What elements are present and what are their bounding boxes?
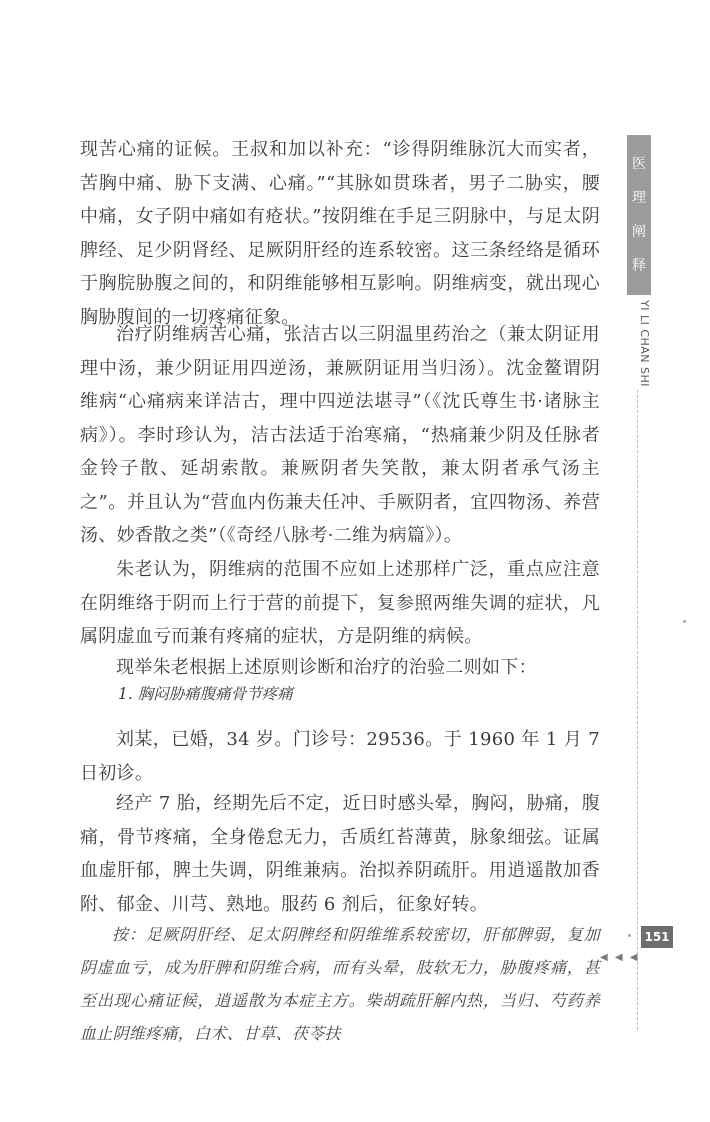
side-tab-chars [627,135,651,283]
side-tab-char: 理 [632,190,646,206]
section-side-tab [627,135,651,295]
case-description: 经产 7 胎，经期先后不定，近日时感头晕，胸闷，胁痛，腹痛，骨节疼痛，全身倦怠无力，舌质红苔薄黄，脉象细弦。证属血虚肝郁，脾土失调，阴维兼病。治拟养阴疏肝。用逍遥散加香附、郁金、川芎、熟地。服药 6 剂后，征象好转。 [80,793,600,915]
side-tab-char: 阐 [632,224,646,240]
side-tab-char: 释 [632,258,646,274]
margin-dotted-rule [637,390,638,1030]
page-number-badge [641,926,673,948]
commentary-note: 按：足厥阴肝经、足太阴脾经和阴维维系较密切，肝郁脾弱，复加阴虚血亏，成为肝脾和阴维合病，而有头晕，肢软无力，胁腹疼痛，甚至出现心痛证候，逍遥散为本症主方。柴胡疏肝解内热，当归、芍药养血止阴维疼痛，白术、甘草、茯苓扶 [80,925,600,1043]
scan-speck [628,934,631,937]
paragraph-4: 现举朱老根据上述原则诊断和治疗的治验二则如下： [116,657,537,678]
paragraph-1: 现苦心痛的证候。王叔和加以补充：“诊得阴维脉沉大而实者，苦胸中痛、胁下支满、心痛。”“其脉如贯珠者，男子二胁实，腰中痛，女子阴中痛如有疮状。”按阴维在手足三阴脉中，与足太阴脾经、足少阴肾经、足厥阴肝经的连系较密。这三条经络是循环于胸脘胁腹之间的，和阴维能够相互影响。阴维病变，就出现心胸胁腹间的一切疼痛征象。 [80,139,600,328]
paragraph-3: 朱老认为，阴维病的范围不应如上述那样广泛，重点应注意在阴维络于阴而上行于营的前提下，复参照两维失调的症状，凡属阴虚血亏而兼有疼痛的症状，方是阴维的病候。 [80,559,600,647]
case-heading: 1. 胸闷胁痛腹痛骨节疼痛 [118,685,293,703]
side-tab-char: 医 [632,156,646,172]
scan-speck [683,620,686,623]
paragraph-2: 治疗阴维病苦心痛，张洁古以三阴温里药治之（兼太阴证用理中汤，兼少阴证用四逆汤，兼厥阴证用当归汤）。沈金鳌谓阴维病“心痛病来详洁古，理中四逆法堪寻”（《沈氏尊生书·诸脉主病》）。李时珍认为，洁古法适于治寒痛，“热痛兼少阴及任脉者金铃子散、延胡索散。兼厥阴者失笑散，兼太阴者承气汤主之”。并且认为“营血内伤兼夫任冲、手厥阴者，宜四物汤、养营汤、妙香散之类”（《奇经八脉考·二维为病篇》）。 [80,324,600,546]
page-number: 151 [644,930,670,944]
case-intro: 刘某，已婚，34 岁。门诊号：29536。于 1960 年 1 月 7 日初诊。 [80,729,600,784]
section-pinyin: YI LI CHAN SHI [638,300,651,388]
page-ornament-arrows: ◀ ◀ ◀ [600,952,640,963]
